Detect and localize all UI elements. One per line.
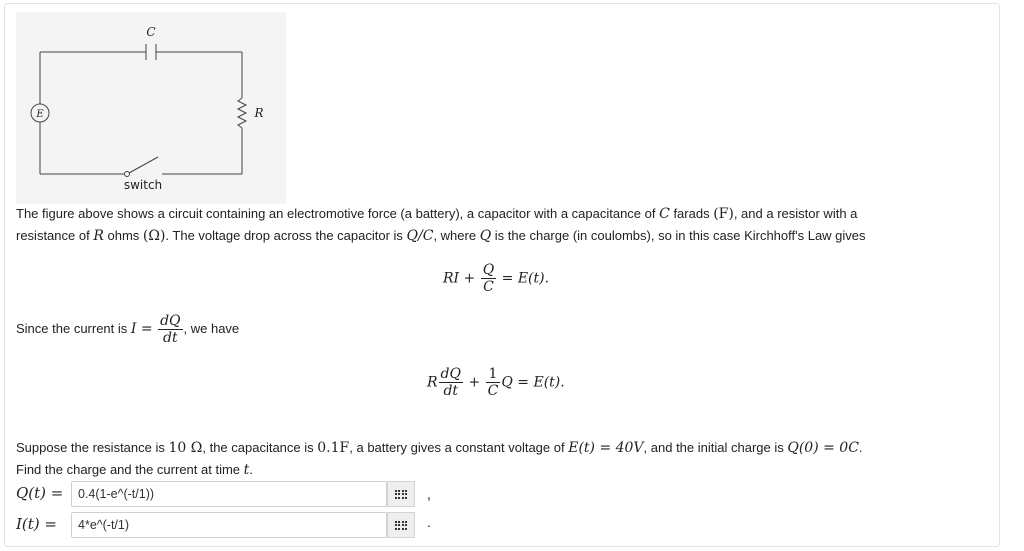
suppose-math-r: 10 Ω [168, 440, 203, 456]
since-denominator: dt [162, 330, 178, 346]
intro-math-f: (F) [713, 206, 734, 222]
intro-text-7: , where [433, 228, 480, 243]
since-fraction [158, 313, 182, 346]
intro-text-1: The figure above shows a circuit containing an electromotive force (a battery), a capacitor with a capacitance of [16, 206, 660, 221]
intro-text-3: , and a resistor with a [733, 206, 858, 221]
eq2-numerator-2: 1 [486, 366, 501, 383]
since-math-eq: = [136, 320, 158, 337]
intro-text-4: resistance of [16, 228, 94, 243]
since-math-i: I [130, 320, 137, 337]
eq1-fraction [481, 262, 496, 295]
current-answer-input[interactable] [71, 512, 387, 538]
eq1-numerator: Q [482, 262, 495, 278]
intro-math-c: C [659, 206, 670, 222]
eq2-denominator-1: dt [443, 383, 459, 399]
suppose-text-1: Suppose the resistance is [16, 440, 169, 455]
suppose-math-e: E(t) = 40V [568, 440, 644, 456]
find-math-t: t [243, 462, 250, 478]
keyboard-grid-icon [395, 490, 408, 499]
intro-math-q: Q [479, 228, 492, 244]
differential-equation [427, 366, 565, 399]
switch-pivot [125, 172, 130, 177]
eq2-denominator-2: C [487, 383, 499, 399]
current-label: I(t) = [16, 515, 57, 533]
resistor-label: R [254, 106, 264, 120]
intro-math-qc: Q/C [406, 228, 434, 244]
current-period: . [427, 514, 431, 530]
suppose-text-3: , a battery gives a constant voltage of [349, 440, 569, 455]
charge-comma: , [427, 486, 431, 502]
switch-lever [129, 157, 158, 173]
eq2-r: R [427, 374, 438, 391]
suppose-math-c: 0.1F [317, 440, 350, 456]
capacitor-label: C [146, 25, 156, 39]
eq2-numerator-1: dQ [440, 366, 461, 382]
intro-text-6: . The voltage drop across the capacitor is [165, 228, 407, 243]
intro-text-8: is the charge (in coulombs), so in this case Kirchhoff's Law gives [491, 228, 866, 243]
find-text-1: Find the charge and the current at time [16, 462, 244, 477]
suppose-math-q0: Q(0) = 0C [787, 440, 859, 456]
resistor-zigzag [238, 98, 246, 128]
charge-label: Q(t) = [16, 484, 64, 502]
charge-answer-input[interactable] [71, 481, 387, 507]
suppose-text-4: , and the initial charge is [643, 440, 788, 455]
source-label: E [36, 109, 44, 120]
since-text-2: , we have [183, 320, 240, 336]
eq2-right: Q = E(t). [501, 374, 565, 391]
since-numerator: dQ [160, 313, 181, 329]
switch-label: switch [123, 178, 163, 192]
intro-paragraph [16, 203, 996, 247]
since-text-1: Since the current is [16, 320, 131, 336]
eq2-fraction-2 [486, 366, 501, 399]
suppose-text-2: , the capacitance is [202, 440, 318, 455]
circuit-figure [16, 12, 286, 204]
find-text-2: . [249, 462, 253, 477]
eq1-denominator: C [483, 279, 494, 295]
since-paragraph [16, 313, 239, 346]
keyboard-grid-icon [395, 521, 408, 530]
suppose-text-5: . [858, 440, 863, 455]
kirchhoff-equation [443, 262, 549, 295]
intro-text-2: farads [669, 206, 714, 221]
suppose-paragraph [16, 437, 1006, 481]
intro-text-5: ohms [103, 228, 143, 243]
charge-math-keyboard-button[interactable] [387, 481, 415, 507]
current-math-keyboard-button[interactable] [387, 512, 415, 538]
eq2-fraction-1 [439, 366, 463, 399]
intro-math-r: R [93, 228, 104, 244]
circuit-diagram [16, 12, 286, 204]
intro-math-ohm: (Ω) [142, 228, 166, 244]
eq2-plus: + [464, 374, 485, 391]
eq1-left: RI + [443, 270, 480, 287]
eq1-right: = E(t). [497, 270, 550, 287]
